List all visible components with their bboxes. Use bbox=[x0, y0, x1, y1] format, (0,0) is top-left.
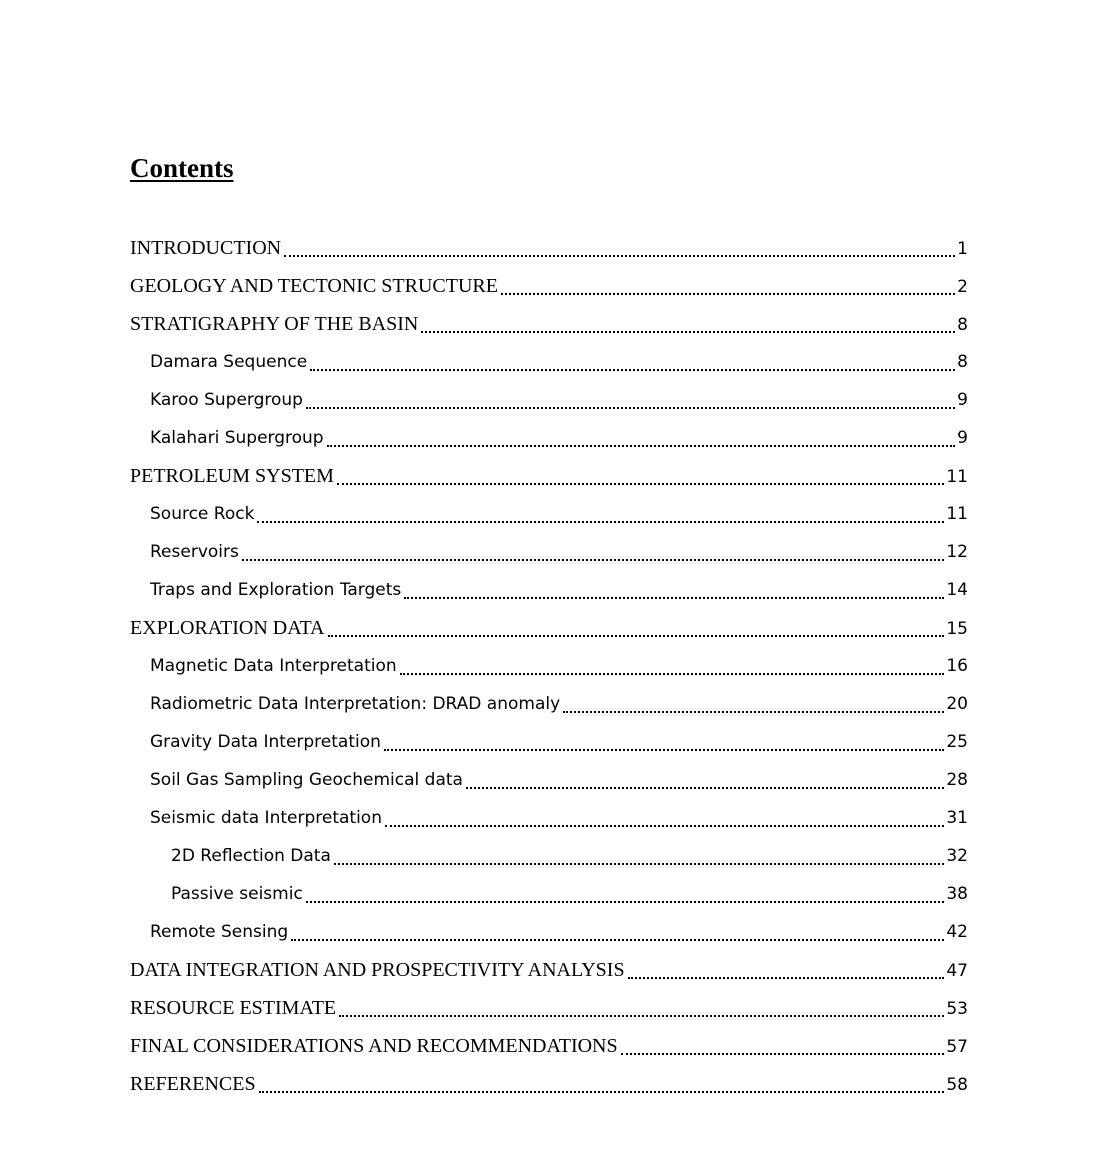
toc-page-number: 58 bbox=[946, 1075, 968, 1095]
toc-entry[interactable] bbox=[130, 495, 968, 533]
toc-entry[interactable] bbox=[130, 457, 968, 495]
dot-leader bbox=[284, 229, 955, 267]
toc-entry[interactable] bbox=[130, 609, 968, 647]
dot-leader bbox=[327, 419, 956, 457]
toc-entry[interactable] bbox=[130, 685, 968, 723]
toc-page-number: 1 bbox=[957, 239, 968, 259]
dot-leader bbox=[291, 913, 944, 951]
toc-entry-label: Damara Sequence bbox=[150, 352, 308, 372]
dot-leader bbox=[334, 837, 944, 875]
toc-page-number: 8 bbox=[957, 352, 968, 372]
toc-entry-label: Seismic data Interpretation bbox=[150, 808, 382, 828]
toc-page-number: 8 bbox=[957, 315, 968, 335]
dot-leader bbox=[384, 723, 944, 761]
dot-leader bbox=[563, 685, 944, 723]
toc-entry[interactable] bbox=[130, 381, 968, 419]
toc-page-number: 11 bbox=[946, 504, 968, 524]
toc-entry[interactable] bbox=[130, 267, 968, 305]
toc-entry[interactable] bbox=[130, 533, 968, 571]
toc-entry-label: RESOURCE ESTIMATE bbox=[130, 997, 337, 1019]
dot-leader bbox=[339, 989, 944, 1027]
toc-page-number: 31 bbox=[946, 808, 968, 828]
dot-leader bbox=[310, 343, 955, 381]
toc-page-number: 9 bbox=[957, 428, 968, 448]
toc-entry[interactable] bbox=[130, 761, 968, 799]
dot-leader bbox=[385, 799, 944, 837]
dot-leader bbox=[466, 761, 944, 799]
toc-entry[interactable] bbox=[130, 913, 968, 951]
toc-entry-label: Radiometric Data Interpretation: DRAD anomaly bbox=[150, 694, 561, 714]
toc-entry-label: Source Rock bbox=[150, 504, 255, 524]
toc-entry[interactable] bbox=[130, 723, 968, 761]
dot-leader bbox=[328, 609, 945, 647]
toc-entry-label: Reservoirs bbox=[150, 542, 239, 562]
toc-entry[interactable] bbox=[130, 647, 968, 685]
toc-page-number: 11 bbox=[946, 467, 968, 487]
dot-leader bbox=[242, 533, 945, 571]
toc-entry-label: REFERENCES bbox=[130, 1073, 256, 1095]
toc-entry[interactable] bbox=[130, 229, 968, 267]
toc-entry-label: EXPLORATION DATA bbox=[130, 617, 325, 639]
toc-entry-label: PETROLEUM SYSTEM bbox=[130, 465, 334, 487]
toc-entry-label: Kalahari Supergroup bbox=[150, 428, 324, 448]
toc-entry-label: FINAL CONSIDERATIONS AND RECOMMENDATIONS bbox=[130, 1035, 618, 1057]
toc-page-number: 38 bbox=[946, 884, 968, 904]
toc-entry[interactable] bbox=[130, 419, 968, 457]
dot-leader bbox=[501, 267, 955, 305]
dot-leader bbox=[621, 1027, 945, 1065]
toc-page-number: 32 bbox=[946, 846, 968, 866]
dot-leader bbox=[259, 1065, 945, 1103]
toc-entry-label: Traps and Exploration Targets bbox=[150, 580, 402, 600]
toc-entry-label: Magnetic Data Interpretation bbox=[150, 656, 397, 676]
toc-entry[interactable] bbox=[130, 1065, 968, 1103]
dot-leader bbox=[257, 495, 944, 533]
toc-entry[interactable] bbox=[130, 875, 968, 913]
toc-entry-label: Remote Sensing bbox=[150, 922, 289, 942]
dot-leader bbox=[421, 305, 955, 343]
toc-entry-label: Passive seismic bbox=[171, 884, 303, 904]
toc-page-number: 42 bbox=[946, 922, 968, 942]
toc-entry[interactable] bbox=[130, 799, 968, 837]
toc-entry[interactable] bbox=[130, 837, 968, 875]
contents-heading: Contents bbox=[130, 153, 234, 183]
toc-entry-label: DATA INTEGRATION AND PROSPECTIVITY ANALYSIS bbox=[130, 959, 625, 981]
toc-entry-label: Karoo Supergroup bbox=[150, 390, 303, 410]
toc-entry[interactable] bbox=[130, 989, 968, 1027]
toc-entry-label: STRATIGRAPHY OF THE BASIN bbox=[130, 313, 419, 335]
toc-entry[interactable] bbox=[130, 951, 968, 989]
dot-leader bbox=[404, 571, 944, 609]
toc-entry-label: Gravity Data Interpretation bbox=[150, 732, 381, 752]
toc-page-number: 57 bbox=[946, 1037, 968, 1057]
dot-leader bbox=[306, 381, 955, 419]
toc-page-number: 20 bbox=[946, 694, 968, 714]
toc-entry-label: GEOLOGY AND TECTONIC STRUCTURE bbox=[130, 275, 498, 297]
toc-page-number: 47 bbox=[946, 961, 968, 981]
dot-leader bbox=[306, 875, 945, 913]
toc-entry-label: Soil Gas Sampling Geochemical data bbox=[150, 770, 463, 790]
toc-entry[interactable] bbox=[130, 571, 968, 609]
toc-entry[interactable] bbox=[130, 305, 968, 343]
toc-page-number: 12 bbox=[946, 542, 968, 562]
toc-page-number: 14 bbox=[946, 580, 968, 600]
toc-entry[interactable] bbox=[130, 343, 968, 381]
toc-page-number: 15 bbox=[946, 619, 968, 639]
toc-page-number: 2 bbox=[957, 277, 968, 297]
dot-leader bbox=[628, 951, 945, 989]
toc-entry-label: INTRODUCTION bbox=[130, 237, 282, 259]
toc-page-number: 25 bbox=[946, 732, 968, 752]
toc-page-number: 16 bbox=[946, 656, 968, 676]
toc-page-number: 28 bbox=[946, 770, 968, 790]
toc-entry-label: 2D Reflection Data bbox=[171, 846, 331, 866]
table-of-contents bbox=[130, 229, 968, 1103]
dot-leader bbox=[400, 647, 945, 685]
toc-entry[interactable] bbox=[130, 1027, 968, 1065]
toc-page-number: 53 bbox=[946, 999, 968, 1019]
dot-leader bbox=[337, 457, 944, 495]
toc-page-number: 9 bbox=[957, 390, 968, 410]
